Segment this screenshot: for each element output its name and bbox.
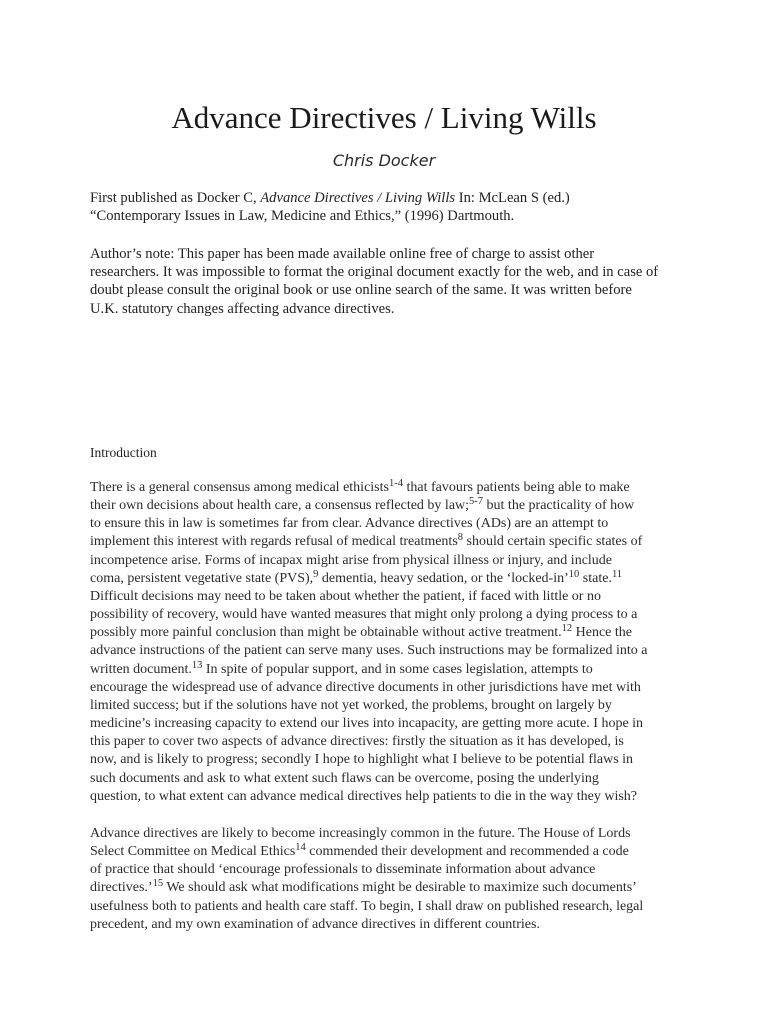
footnote-ref: 14 bbox=[295, 842, 306, 854]
footnote-ref: 10 bbox=[568, 568, 580, 580]
authors-note bbox=[90, 245, 680, 318]
body-line: this paper to cover two aspects of advance directives: firstly the situation as it has developed, is bbox=[90, 734, 624, 750]
body-line: limited success; but if the solutions have not yet worked, the problems, brought on largely by bbox=[90, 697, 612, 713]
footnote-ref: 12 bbox=[561, 623, 573, 635]
footnote-ref: 13 bbox=[191, 659, 203, 671]
section-heading: Introduction bbox=[90, 445, 157, 460]
body-line: implement this interest with regards refusal of medical treatments$^8$ should certain specific states of bbox=[90, 532, 643, 550]
body-line: possibility of recovery, would have wanted measures that might only prolong a dying process to a bbox=[90, 607, 638, 623]
body-line: medicine’s increasing capacity to extend our lives into incapacity, are getting more acute. I hope in bbox=[90, 716, 644, 732]
footnote-ref: 8 bbox=[457, 532, 464, 544]
footnote-ref: 11 bbox=[611, 568, 623, 580]
body-line: Advance directives are likely to become increasingly common in the future. The House of Lords bbox=[90, 826, 631, 841]
body-line: of practice that should ‘encourage professionals to disseminate information about advance bbox=[90, 862, 596, 878]
body-line: written document.$^{13}$ In spite of popular support, and in some cases legislation, attempts to bbox=[90, 659, 593, 677]
body-line: their own decisions about health care, a consensus reflected by law;$^{5-7}$ but the practicality of how bbox=[90, 496, 635, 514]
body-line: There is a general consensus among medical ethicists$^{1-4}$ that favours patients being able to make bbox=[90, 478, 630, 495]
body-line: directives.’$^{15}$ We should ask what modifications might be desirable to maximize such documents’ bbox=[90, 878, 637, 896]
footnote-ref: 9 bbox=[313, 568, 319, 580]
document-title: Advance Directives / Living Wills bbox=[171, 100, 597, 135]
publication-suffix: In: McLean S (ed.) bbox=[455, 190, 570, 206]
publication-line-1 bbox=[90, 189, 680, 207]
body-line: usefulness both to patients and health care staff. To begin, I shall draw on published research, legal bbox=[90, 898, 644, 914]
introduction-paragraph-2 bbox=[90, 825, 680, 934]
publication-italic-title: Advance Directives / Living Wills bbox=[260, 190, 456, 206]
authors-note-line: doubt please consult the original book or use online search of the same. It was written before bbox=[90, 282, 632, 299]
body-line: such documents and ask to what extent such flaws can be overcome, posing the underlying bbox=[90, 770, 599, 786]
body-line: question, to what extent can advance medical directives help patients to die in the way they wish? bbox=[90, 788, 637, 804]
document-author: Chris Docker bbox=[332, 151, 436, 170]
body-line: incompetence arise. Forms of incapax might arise from physical illness or injury, and include bbox=[90, 552, 613, 568]
body-line: now, and is likely to progress; secondly I hope to highlight what I believe to be potential flaws in bbox=[90, 752, 634, 768]
body-line: precedent, and my own examination of advance directives in different countries. bbox=[90, 916, 540, 932]
authors-note-line: U.K. statutory changes affecting advance directives. bbox=[90, 300, 395, 317]
body-line: coma, persistent vegetative state (PVS),$^9$ dementia, heavy sedation, or the ‘locked-in’$^{10}$ state.$^{11}$ bbox=[90, 568, 623, 586]
authors-note-line: researchers. It was impossible to format the original document exactly for the web, and in case of bbox=[90, 264, 659, 281]
body-line: Difficult decisions may need to be taken about whether the patient, if faced with little or no bbox=[90, 588, 601, 604]
publication-prefix: First published as Docker C, bbox=[90, 190, 261, 206]
publication-line-2: “Contemporary Issues in Law, Medicine and Ethics,” (1996) Dartmouth. bbox=[90, 208, 515, 225]
body-line: encourage the widespread use of advance directive documents in other jurisdictions have met with bbox=[90, 679, 641, 695]
footnote-ref: 1-4 bbox=[388, 478, 403, 489]
authors-note-line: Author’s note: This paper has been made available online free of charge to assist other bbox=[90, 246, 595, 262]
body-line: to ensure this in law is sometimes far from clear. Advance directives (ADs) are an attempt to bbox=[90, 516, 609, 532]
body-line: Select Committee on Medical Ethics$^{14}$ commended their development and recommended a code bbox=[90, 842, 629, 860]
footnote-ref: 5-7 bbox=[469, 496, 484, 508]
publication-info bbox=[90, 189, 680, 225]
introduction-paragraph-1 bbox=[90, 479, 680, 806]
body-line: advance instructions of the patient can serve many uses. Such instructions may be formalized into a bbox=[90, 643, 648, 659]
footnote-ref: 15 bbox=[152, 878, 164, 890]
body-line: possibly more painful conclusion than might be obtainable without active treatment.$^{12}$ Hence the bbox=[90, 623, 632, 641]
